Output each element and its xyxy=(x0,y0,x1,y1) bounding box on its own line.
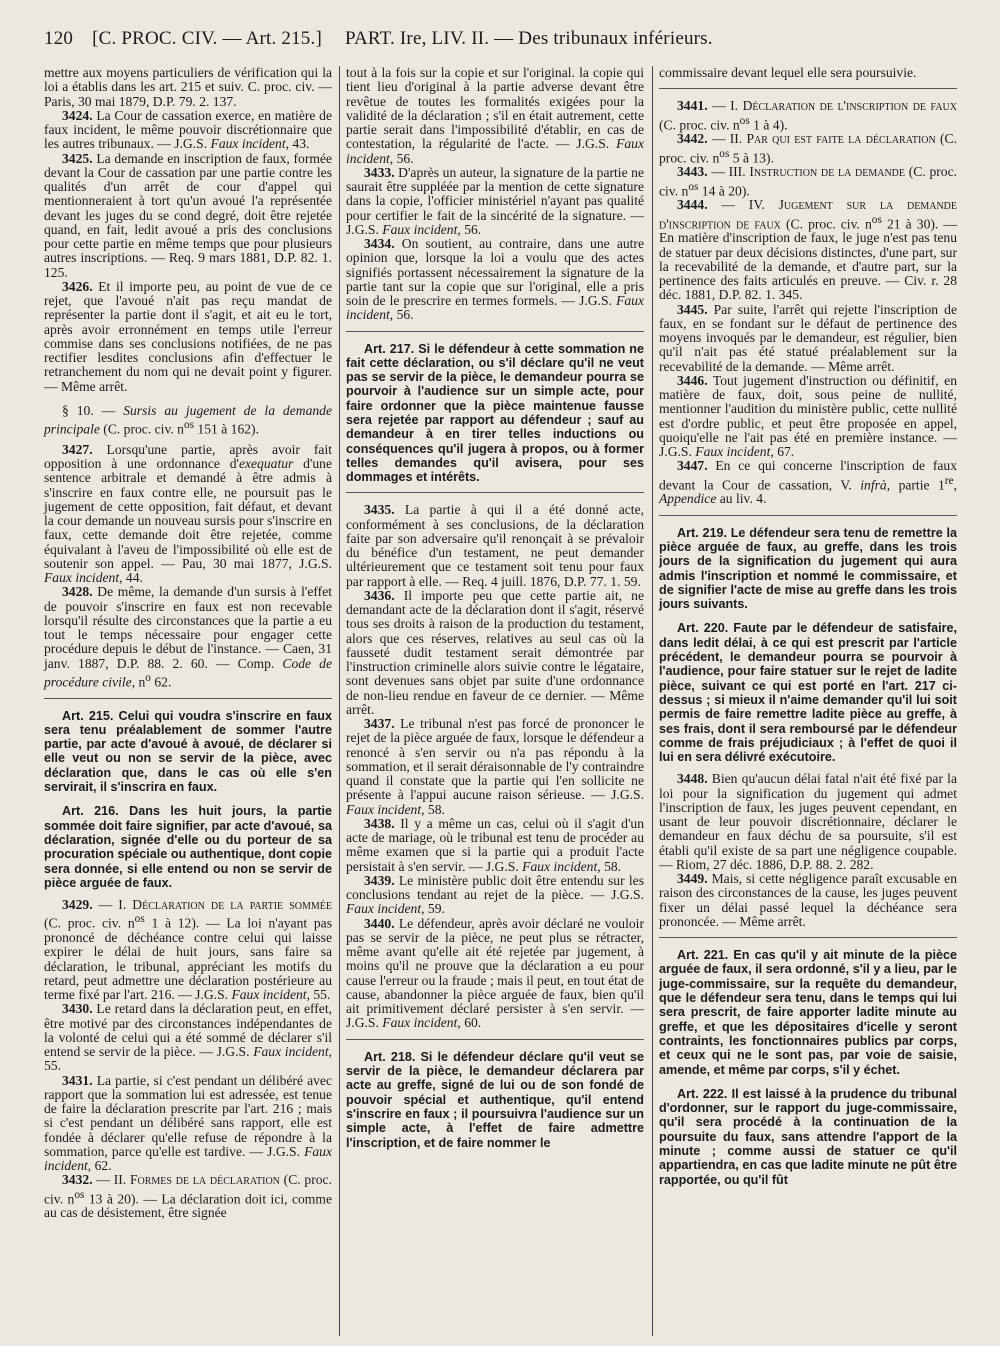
header-right: PART. Ire, LIV. II. — Des tribunaux inférieurs. xyxy=(344,28,713,49)
paragraph: 3437. Le tribunal n'est pas forcé de prononcer le rejet de la pièce arguée de faux, lorsque le défendeur a renoncé à s'en servir ou n'a pas répondu à la sommation, et il serait déraisonnable de l'y contraindre quand il constate que la partie qui l'en sollicite ne présente à l'appui aucune raison sérieuse. — J.G.S. Faux incident, 58. xyxy=(346,716,644,817)
paragraph: 3435. La partie à qui il a été donné acte, conformément à ses conclusions, de la déclaration faite par son adversaire qu'il renonçait à se prévaloir du bénéfice d'un testament, ne peut demander ultérieurement que ce testament soit tenu pour faux par rapport à elle. — Req. 4 juill. 1876, D.P. 77. 1. 59. xyxy=(346,502,644,589)
page-header xyxy=(44,28,964,58)
paragraph: 3433. D'après un auteur, la signature de la partie ne saurait être suppléée par la mention de cette signature dans la copie, l'officier ministériel n'ayant pas qualité pour certifier le fait de la sincérité de la signature. — J.G.S. Faux incident, 56. xyxy=(346,164,644,237)
paragraph: 3428. De même, la demande d'un sursis à l'effet de pouvoir s'inscrire en faux est non recevable lorsqu'il résulte des circonstances que la partie a eu tout le temps nécessaire pour engager cette procédure depuis le début de l'instance. — Caen, 31 janv. 1887, D.P. 88. 2. 60. — Comp. Code de procédure civile, $n^o$ 62. xyxy=(44,584,332,690)
paragraph: 3432. — II. Formes de la déclaration (C. proc. civ. $n^{os}$ 13 à 20). — La déclaration doit ici, comme au cas de désistement, être signée xyxy=(44,1172,332,1221)
article-text: Art. 216. Dans les huit jours, la partie sommée doit faire signifier, par acte d'avoué, sa déclaration, signée d'elle ou du porteur de sa procuration spéciale ou authentique, dont copie sera donnée, si elle entend ou non se servir de pièce arguée de faux. xyxy=(44,804,332,890)
paragraph: 3448. Bien qu'aucun délai fatal n'ait été fixé par la loi pour la signification du jugement qui admet l'inscription de faux, les juges peuvent cependant, en usant de leur pouvoir discrétionnaire, déclarer le demandeur en faux déchu de sa poursuite, s'il est établi qu'il existe de sa part une négligence coupable. — Riom, 27 déc. 1886, D.P. 88. 2. 282. xyxy=(659,771,957,872)
paragraph: 3449. Mais, si cette négligence paraît excusable en raison des circonstances de la cause, les juges peuvent fixer un délai passé lequel la déchéance sera prononcée. — Même arrêt. xyxy=(659,871,957,929)
article-text: Art. 219. Le défendeur sera tenu de remettre la pièce arguée de faux, au greffe, dans les trois jours de la signification du jugement qui aura admis l'inscription et nommé le commissaire, et de signifier l'acte de mise au greffe dans les trois jours suivants. xyxy=(659,525,957,612)
paragraph: 3436. Il importe peu que cette partie ait, ne demandant acte de la déclaration dont il s'agit, réservé tous ses droits à raison de la production du testament, alors que ces réserves, relatives au seul cas où la fausseté dudit testament serait démontrée par l'instruction criminelle alors suivie contre le légataire, sont devenues sans objet par suite d'une ordonnance de non-lieu rendue en faveur de ce dernier. — Même arrêt. xyxy=(346,587,644,717)
rule xyxy=(659,515,957,516)
column-middle xyxy=(346,66,644,1158)
paragraph: tout à la fois sur la copie et sur l'original. la copie qui tient lieu d'original à la partie adverse devant être revêtue de toutes les formalités exigées pour la validité de la déclaration ; s'il en était autrement, cette partie serait dans l'impossibilité d'établir, en cas de contestation, la régularité de l'acte. — J.G.S. Faux incident, 56. xyxy=(346,65,644,166)
paragraph: 3441. — I. Déclaration de l'inscription de faux (C. proc. civ. $n^{os}$ 1 à 4). xyxy=(659,98,957,133)
column-left xyxy=(44,66,332,1221)
column-right xyxy=(659,66,957,1195)
article-text: Art. 215. Celui qui voudra s'inscrire en faux sera tenu préalablement de sommer l'autre partie, par acte d'avoué à avoué, de déclarer si elle veut ou non se servir de la pièce, avec déclaration que, dans le cas où elle s'en servirait, il s'inscrira en faux. xyxy=(44,708,332,795)
paragraph: 3447. En ce qui concerne l'inscription de faux devant la Cour de cassation, V. infrà, partie 1re, Appendice au liv. 4. xyxy=(659,458,957,507)
article-text: Art. 218. Si le défendeur déclare qu'il veut se servir de la pièce, le demandeur déclarera par acte au greffe, signé de lui ou de son fondé de pouvoir spécial et authentique, qu'il entend s'inscrire en faux ; il poursuivra l'audience sur un simple acte, à l'effet de faire admettre l'inscription, et de faire nommer le xyxy=(346,1049,644,1150)
paragraph: 3444. — IV. Jugement sur la demande d'inscription de faux (C. proc. civ. $n^{os}$ 21 à 30). — En matière d'inscription de faux, le juge n'est pas tenu de statuer par deux décisions distinctes, d'une part, sur la recevabilité de la demande, et d'autre part, sur la pertinence des faits articulés en preuve. — Civ. r. 28 déc. 1881, D.P. 82. 1. 345. xyxy=(659,197,957,303)
column-divider-2 xyxy=(652,66,653,1336)
article-text: Art. 220. Faute par le défendeur de satisfaire, dans ledit délai, à ce qui est prescrit par l'article précédent, le demandeur pourra se pourvoir à l'audience, pour faire statuer sur le rejet de ladite pièce, suivant ce qui est porté en l'art. 217 ci-dessus ; si mieux il n'aime demander qu'il lui soit permis de faire remettre ladite pièce au greffe, à ses frais, dont il sera remboursé par le défendeur comme de frais préjudiciaux ; à l'effet de quoi il lui en sera délivré exécutoire. xyxy=(659,621,957,765)
rule xyxy=(659,937,957,938)
column-divider-1 xyxy=(339,66,340,1336)
rule xyxy=(659,88,957,89)
rule xyxy=(346,492,644,493)
paragraph: 3440. Le défendeur, après avoir déclaré ne vouloir pas se servir de la pièce, ne peut plus se rétracter, même avant qu'elle ait été rejetée par jugement, à moins qu'il ne prouve que la déclaration a eu pour cause l'erreur ou la fraude ; mais il peut, en tout état de cause, abandonner la pièce arguée de faux, bien qu'il ait primitivement déclaré persister à s'en servir. — J.G.S. Faux incident, 60. xyxy=(346,915,644,1031)
paragraph: 3424. La Cour de cassation exerce, en matière de faux incident, le même pouvoir discrétionnaire que les autres tribunaux. — J.G.S. Faux incident, 43. xyxy=(44,107,332,152)
paragraph: 3429. — I. Déclaration de la partie sommée (C. proc. civ. $n^{os}$ 1 à 12). — La loi n'ayant pas prononcé de déchéance contre celui qui laisse expirer le délai de huit jours, sans faire sa déclaration, le tribunal, appréciant les motifs du retard, peut admettre une déclaration postérieure au terme fixé par l'art. 216. — J.G.S. Faux incident, 55. xyxy=(44,897,333,1003)
page-number: 120 xyxy=(44,28,74,49)
paragraph: 3445. Par suite, l'arrêt qui rejette l'inscription de faux, en se fondant sur le défaut de pertinence des moyens invoqués par le demandeur, est régulier, bien qu'il n'ait pas été statué préalablement sur la recevabilité de la demande. — Même arrêt. xyxy=(659,301,957,374)
paragraph: 3439. Le ministère public doit être entendu sur les conclusions tendant au rejet de la pièce. — J.G.S. Faux incident, 59. xyxy=(346,872,644,917)
article-text: Art. 221. En cas qu'il y ait minute de la pièce arguée de faux, il sera ordonné, s'il y a lieu, par le juge-commissaire, sur la requête du demandeur, que le défendeur sera tenu, dans le temps qui lui sera prescrit, de faire apporter ladite minute au greffe, et que les dépositaires d'icelle y seront contraints, les fonctionnaires publics par corps, et ceux qui ne le sont pas, par voie de saisie, amende, et même par corps, s'il y échet. xyxy=(659,948,957,1077)
paragraph: 3434. On soutient, au contraire, dans une autre opinion que, lorsque la loi a voulu que des actes signifiés portassent nécessairement la signature de la partie tant sur la copie que sur l'original, elle a pris soin de le prescrire en termes formels. — J.G.S. Faux incident, 56. xyxy=(346,236,644,323)
paragraph: 3426. Et il importe peu, au point de vue de ce rejet, que l'avoué n'ait pas reçu mandat de représenter la partie dont il s'agit, et ait eu le tort, après avoir erronnément en temps utile l'erreur commise dans ses conclusions notifiées, de ne pas rectifier lesdites conclusions afin d'effectuer le retranchement du nom qui ne devait point y figurer. — Même arrêt. xyxy=(44,278,332,394)
paragraph: 3438. Il y a même un cas, celui où il s'agit d'un acte de mariage, où le tribunal est tenu de procéder au même examen que si la partie qui a produit l'acte persistait à s'en servir. — J.G.S. Faux incident, 58. xyxy=(346,815,644,874)
paragraph: mettre aux moyens particuliers de vérification qui la loi a établis dans les art. 215 et suiv. C. proc. civ. — Paris, 30 mai 1879, D.P. 79. 2. 137. xyxy=(44,65,332,109)
paragraph: commissaire devant lequel elle sera poursuivie. xyxy=(659,65,917,80)
paragraph: 3446. Tout jugement d'instruction ou définitif, en matière de faux, doit, sous peine de nullité, mentionner l'audition du ministère public, cette nullité est d'ordre public, et peut être proposée en appel, quoiqu'elle ne l'ait pas été en première instance. — J.G.S. Faux incident, 67. xyxy=(659,372,957,460)
paragraph: 3431. La partie, si c'est pendant un délibéré avec rapport que la sommation lui est adressée, est tenue de faire la déclaration prescrite par l'art. 216 ; mais si c'est pendant un délibéré sans rapport, elle est fondée à déclarer qu'elle refuse de répondre à la sommation, parce qu'elle est tardive. — J.G.S. Faux incident, 62. xyxy=(44,1072,332,1174)
article-text: Art. 222. Il est laissé à la prudence du tribunal d'ordonner, sur le rapport du juge-commissaire, qu'il sera procédé à la continuation de la poursuite du faux, sans attendre l'apport de la minute ; comme aussi de statuer ce qu'il appartiendra, en cas que ladite minute ne pût être rapportée, ou qu'il fût xyxy=(659,1086,957,1187)
section-heading: § 10. — Sursis au jugement de la demande principale (C. proc. civ. $n^{os}$ 151 à 162). xyxy=(44,402,332,437)
rule xyxy=(44,698,332,699)
paragraph: 3442. — II. Par qui est faite la déclaration (C. proc. civ. $n^{os}$ 5 à 13). xyxy=(659,131,957,166)
article-text: Art. 217. Si le défendeur à cette sommation ne fait cette déclaration, ou s'il déclare qu'il ne veut pas se servir de la pièce, le demandeur pourra se pourvoir à l'audience sur un simple acte, pour faire ordonner que la pièce maintenue fausse sera rejetée par rapport au défendeur ; sauf au demandeur à en tirer telles inductions ou conséquences qu'il jugera à propos, ou à former telles demandes qu'il avisera, pour ses dommages et intérêts. xyxy=(346,341,644,485)
paragraph: 3425. La demande en inscription de faux, formée devant la Cour de cassation par une partie contre les qualités d'un arrêt de cour d'appel qui mentionneraient à tort qu'un avoué l'a représentée devant les juges du se cond degré, doit être rejetée quand, en fait, ledit avoué a pris des conclusions pour cette partie en même temps que pour plusieurs autres inscriptions. — Req. 9 mars 1881, D.P. 82. 1. 125. xyxy=(44,150,332,280)
paragraph: 3430. Le retard dans la déclaration peut, en effet, être motivé par des circonstances indépendantes de la volonté de celui qui a été sommé de déclarer s'il entend se servir de la pièce. — J.G.S. Faux incident, 55. xyxy=(44,1001,332,1074)
paragraph: 3443. — III. Instruction de la demande (C. proc. civ. $n^{os}$ 14 à 20). xyxy=(659,164,957,199)
header-left: [C. PROC. CIV. — Art. 215.] xyxy=(92,28,322,49)
paragraph: 3427. Lorsqu'une partie, après avoir fait opposition à une ordonnance d'exequatur d'une sentence arbitrale et demandé à être admis à s'inscrire en faux contre elle, ne poursuit pas le jugement de cette opposition, fait défaut, et devant la cour demande un nouveau sursis pour s'inscrire en faux, cette demande doit être rejetée, comme équivalant à l'aveu de l'impossibilité où elle est de soutenir son appel. — Pau, 30 mai 1877, J.G.S. Faux incident, 44. xyxy=(44,441,332,586)
rule xyxy=(346,1039,644,1040)
rule xyxy=(346,331,644,332)
